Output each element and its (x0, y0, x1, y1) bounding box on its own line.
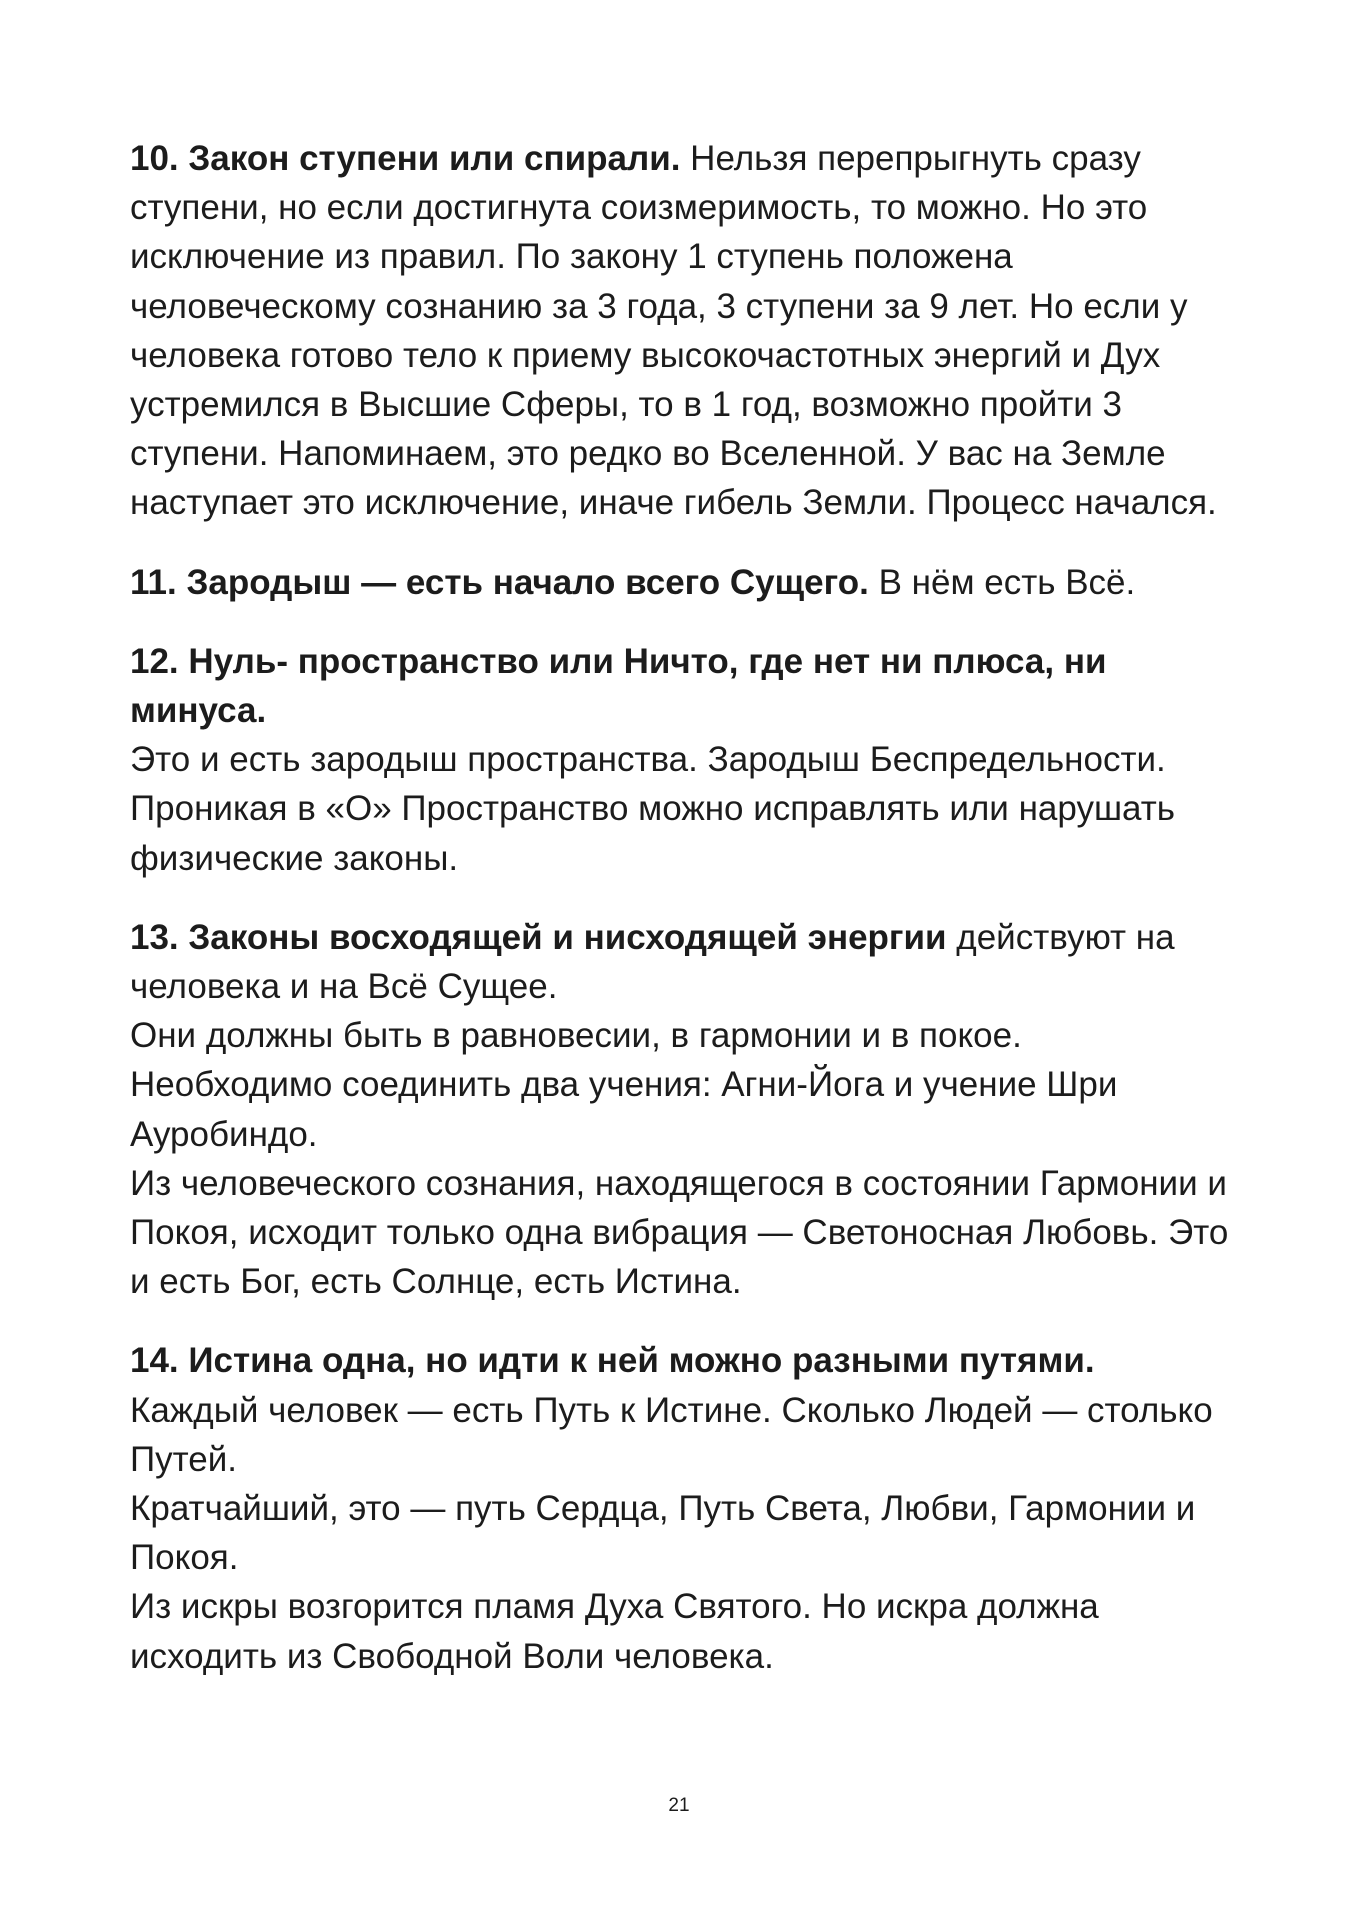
law-13-section (130, 913, 1250, 1307)
law-14-section (130, 1336, 1250, 1680)
page-content (130, 134, 1250, 1711)
law-14-heading: 14. Истина одна, но идти к ней можно разными путями. (130, 1341, 1095, 1381)
law-14-text-3: Из искры возгорится пламя Духа Святого. Но искра должна исходить из Свободной Воли человека. (130, 1587, 1099, 1676)
law-12-text: Это и есть зародыш пространства. Зародыш Беспредельности. Проникая в «О» Пространство можно исправлять или нарушать физические законы. (130, 740, 1175, 878)
law-11-text: В нём есть Всё. (868, 562, 1136, 602)
law-14-text-2: Кратчайший, это — путь Сердца, Путь Света, Любви, Гармонии и Покоя. (130, 1489, 1196, 1578)
law-13-heading: 13. Законы восходящей и нисходящей энергии (130, 917, 947, 957)
law-10-section (130, 134, 1250, 528)
law-12-section (130, 637, 1250, 883)
law-10-text: Нельзя перепрыгнуть сразу ступени, но если достигнута соизмеримость, то можно. Но это исключение из правил. По закону 1 ступень положена человеческому сознанию за 3 года, 3 ступени за 9 лет. Но если у человека готово тело к приему высокочастотных энергий и Дух устремился в Высшие Сферы, то в 1 год, возможно пройти 3 ступени. Напоминаем, это редко во Вселенной. У вас на Земле наступает это исключение, иначе гибель Земли. Процесс начался. (130, 139, 1217, 523)
law-12-heading-paragraph (130, 637, 1250, 735)
law-10-heading: 10. Закон ступени или спирали. (130, 139, 681, 178)
law-13-paragraph (130, 913, 1250, 1011)
law-11-heading: 11. Зародыш — есть начало всего Сущего. (130, 562, 869, 602)
law-14-heading-paragraph (130, 1336, 1250, 1385)
law-10-paragraph (130, 134, 1250, 528)
law-13-text-4: Из человеческого сознания, находящегося в состоянии Гармонии и Покоя, исходит только одна вибрация — Светоносная Любовь. Это и есть Бог, есть Солнце, есть Истина. (130, 1163, 1229, 1302)
law-13-text-2: Они должны быть в равновесии, в гармонии и в покое. (130, 1016, 1022, 1056)
law-14-text-1: Каждый человек — есть Путь к Истине. Сколько Людей — столько Путей. (130, 1390, 1213, 1479)
law-11-section (130, 558, 1250, 607)
law-13-text: действуют на человека и на Всё Сущее. (130, 917, 1175, 1007)
law-13-text-3: Необходимо соединить два учения: Агни-Йога и учение Шри Ауробиндо. (130, 1065, 1118, 1154)
page-number: 21 (668, 1795, 690, 1816)
law-12-heading: 12. Нуль- пространство или Ничто, где нет ни плюса, ни минуса. (130, 641, 1107, 731)
law-11-paragraph (130, 558, 1250, 607)
